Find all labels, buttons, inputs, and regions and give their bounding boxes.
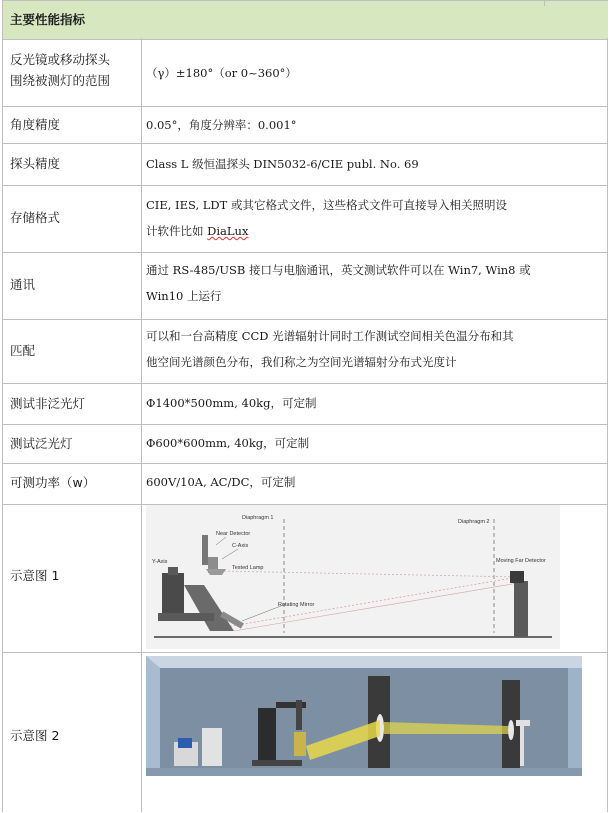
row-label: 示意图 2 [10,728,60,743]
spell-check-word: DiaLux [207,224,249,238]
label-y-axis: Y-Axis [152,559,168,565]
row-label: 反光镜或移动探头 围绕被测灯的范围 [10,52,111,88]
row-value: Φ1400*500mm, 40kg，可定制 [146,396,317,410]
label-rotating-mirror: Rotating Mirror [278,602,315,608]
row-value: Φ600*600mm, 40kg，可定制 [146,436,310,450]
diagram-1-image [146,505,560,649]
table-row [2,107,608,144]
label-moving-far-detector: Moving Far Detector [496,558,546,564]
far-detector [516,720,530,726]
row-value: 0.05°，角度分辨率：0.001° [146,118,297,132]
row-label: 匹配 [10,343,36,358]
table-header [2,0,608,40]
header-corner-mark [536,0,608,7]
table-row [2,384,608,425]
row-label: 示意图 1 [10,568,60,583]
table-row [2,320,608,384]
row-value: 600V/10A, AC/DC，可定制 [146,475,296,489]
table-title: 主要性能指标 [10,12,86,27]
darkroom-3d-view [146,656,582,776]
row-value: 可以和一台高精度 CCD 光谱辐射计同时工作测试空间相关色温分布和其 他空间光谱颜色分布，我们称之为空间光谱辐射分布式光度计 [146,329,514,369]
label-diaphragm-1: Diaphragm 1 [242,515,274,521]
goniophotometer-side-view [146,505,560,649]
table-row [2,253,608,320]
row-label: 存储格式 [10,210,61,225]
row-label: 可测功率（w） [10,475,96,490]
row-label: 探头精度 [10,156,61,171]
goniometer-body [258,708,276,766]
monitor [178,738,192,748]
row-value: （γ）±180°（or 0~360°） [146,66,297,80]
row-label: 测试泛光灯 [10,436,73,451]
far-detector [510,571,524,583]
label-near-detector: Near Detector [216,531,251,537]
row-value: CIE, IES, LDT 或其它格式文件，这些格式文件可直接导入相关照明设 计软件比如 DiaLux [146,198,507,238]
table-row [2,144,608,186]
diagram-2-image [146,656,582,776]
baffle-2-aperture [508,720,514,740]
table-row [2,464,608,505]
table-row [2,186,608,253]
label-c-axis: C-Axis [232,543,249,549]
table-row [2,425,608,464]
machine-column [162,573,184,617]
row-label: 测试非泛光灯 [10,396,86,411]
lamp-holder [294,732,306,756]
row-label: 角度精度 [10,117,61,132]
label-diaphragm-2: Diaphragm 2 [458,519,490,525]
far-detector-tower [514,581,528,637]
ceiling-edge [146,656,582,668]
row-value: Class L 级恒温探头 DIN5032-6/CIE publ. No. 69 [146,157,419,171]
row-label: 通讯 [10,277,36,292]
power-supply-rack [202,728,222,766]
table-row [2,38,608,107]
row-value: 通过 RS-485/USB 接口与电脑通讯，英文测试软件可以在 Win7, Win8 或 Win10 上运行 [146,263,531,303]
label-tested-lamp: Tested Lamp [232,565,264,571]
